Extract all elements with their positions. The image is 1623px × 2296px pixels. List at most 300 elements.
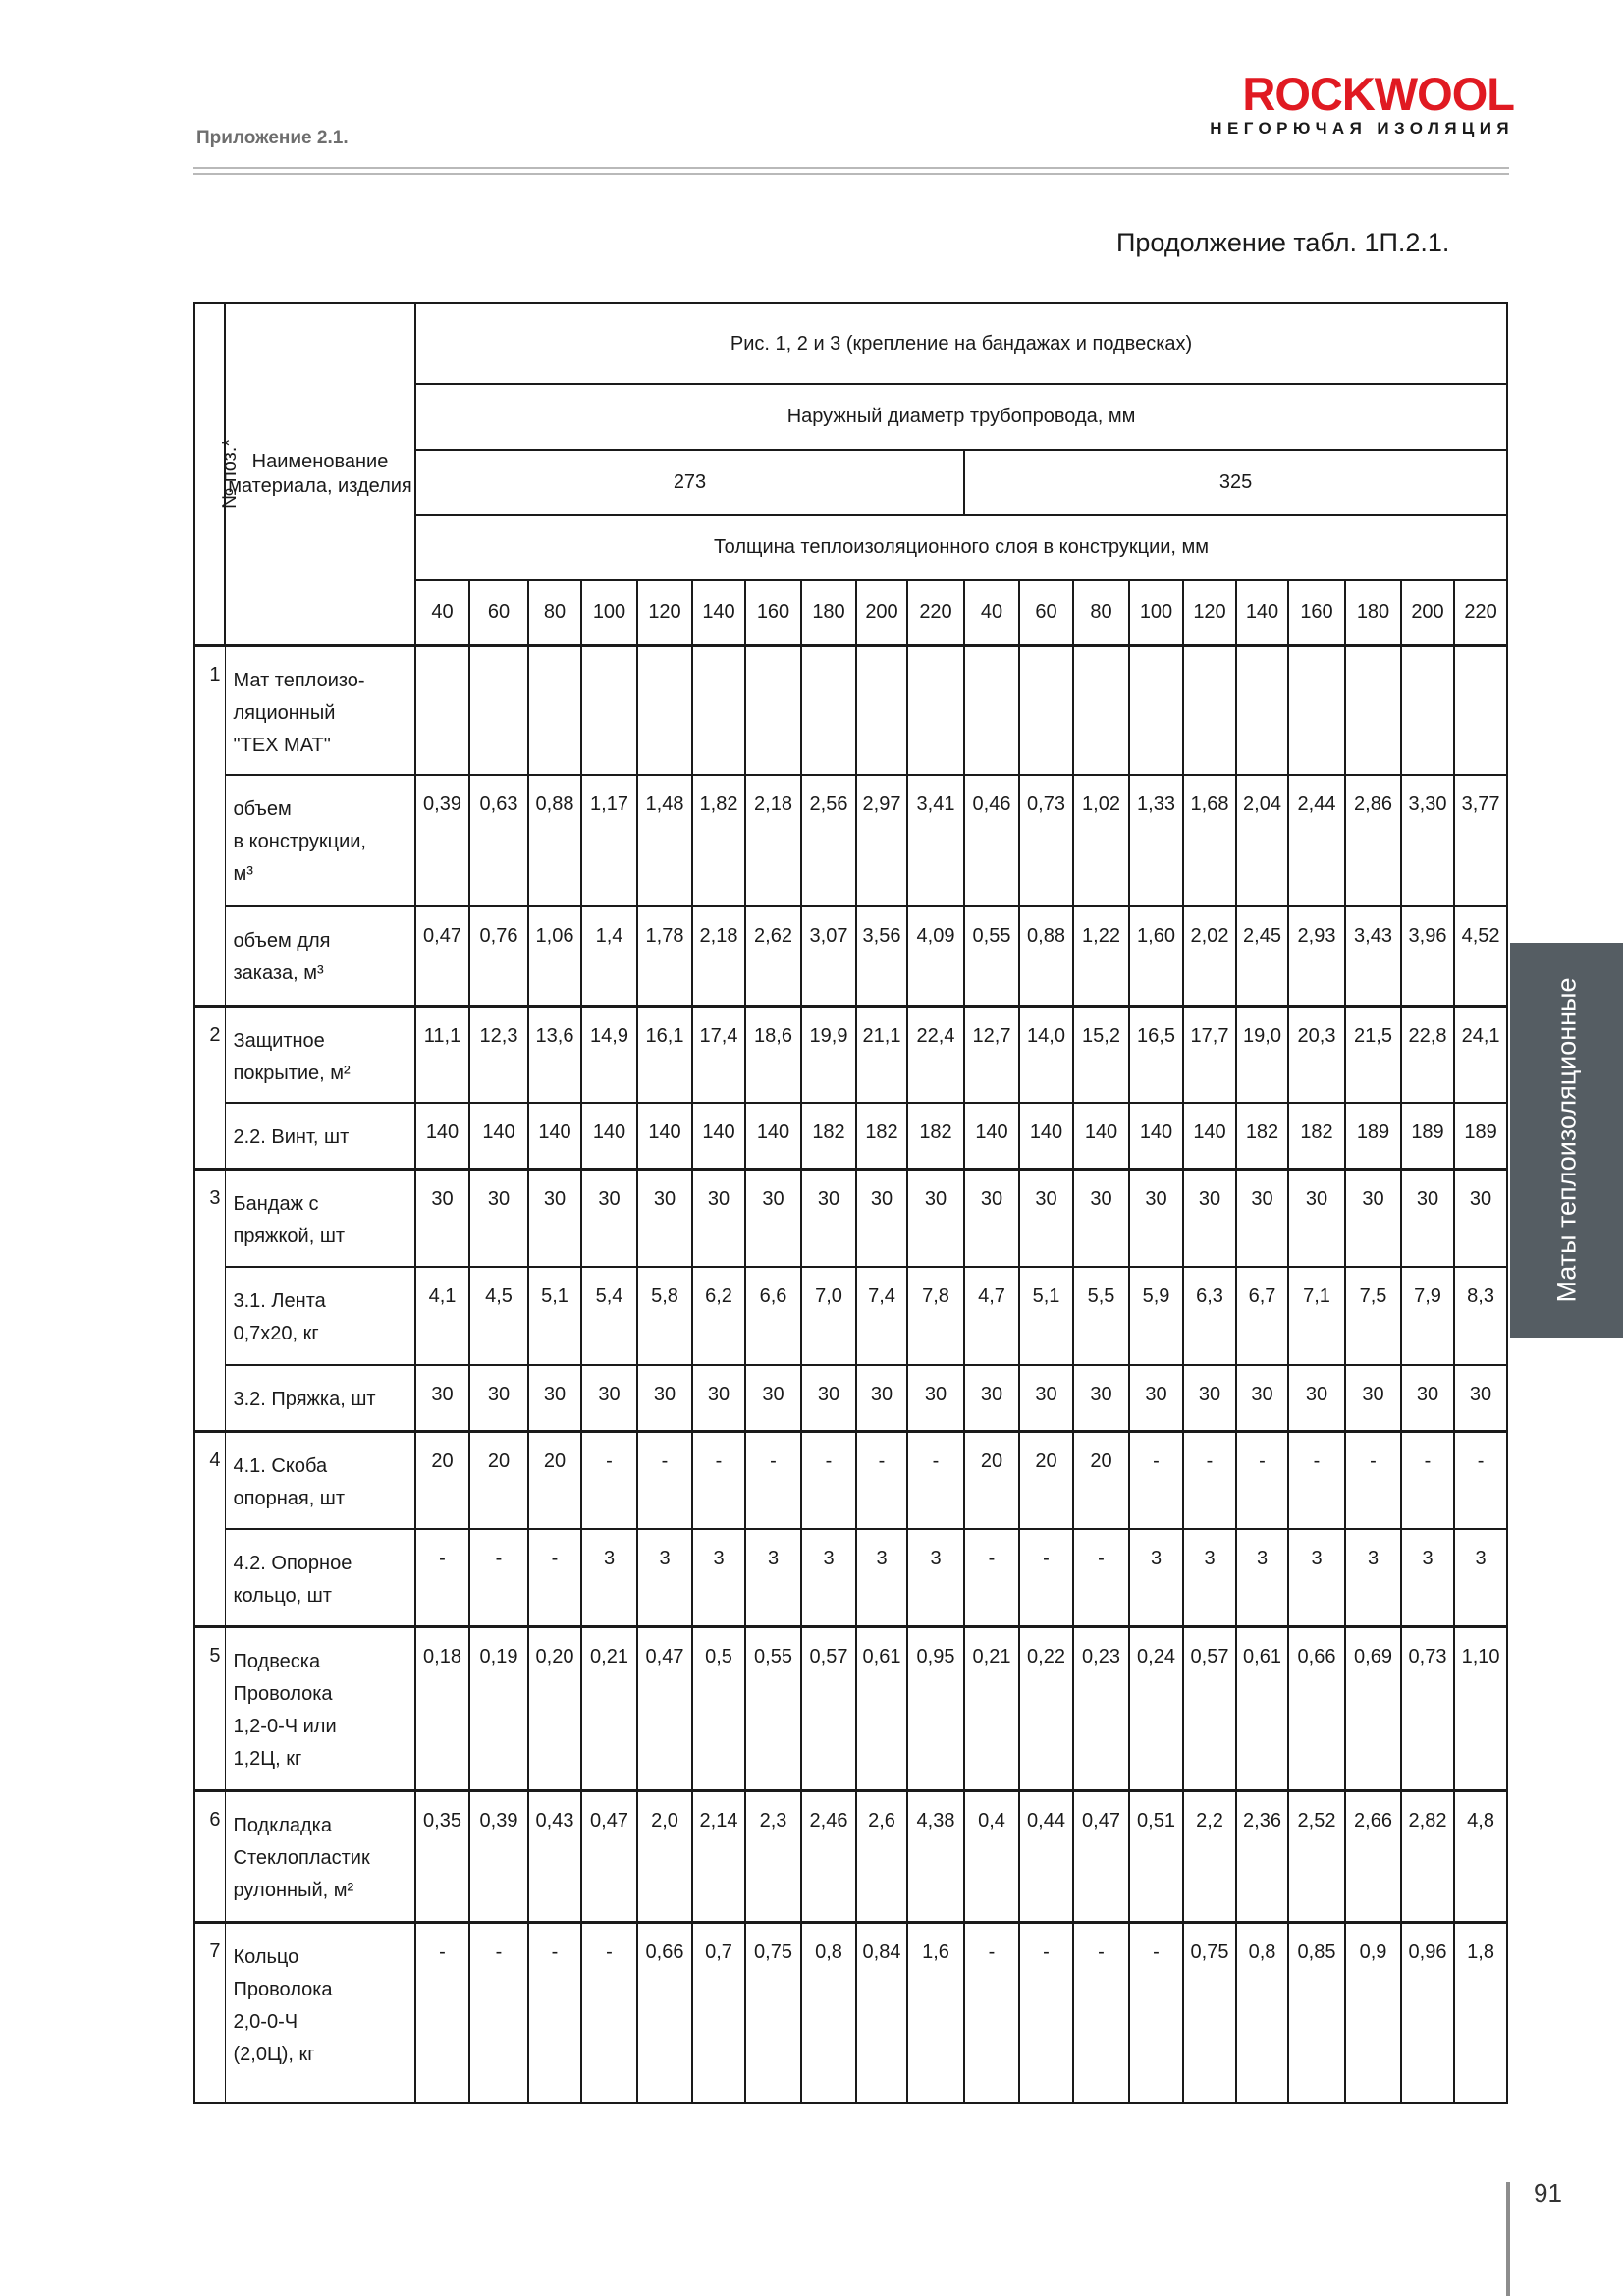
material-name-text: Защитное покрытие, м² — [233, 1029, 351, 1084]
value-cell: 0,4 — [964, 1790, 1019, 1922]
materials-table — [193, 302, 1508, 2104]
value-cell: 0,47 — [581, 1790, 637, 1922]
value-cell: 21,5 — [1345, 1006, 1401, 1103]
value-cell: 3 — [1183, 1529, 1236, 1626]
logo-brand: ROCKWOOL — [1242, 68, 1514, 120]
value-cell: - — [469, 1529, 528, 1626]
value-cell: 1,06 — [528, 906, 581, 1006]
value-cell: 20 — [1073, 1431, 1129, 1529]
value-cell: 12,3 — [469, 1006, 528, 1103]
value-cell: 0,66 — [637, 1922, 692, 2103]
material-name-text: 4.2. Опорное кольцо, шт — [233, 1553, 352, 1607]
value-cell: 30 — [1129, 1169, 1183, 1267]
value-cell: 30 — [856, 1365, 907, 1431]
position-number — [194, 906, 225, 1006]
thickness-header: Толщина теплоизоляционного слоя в конструкции, мм — [415, 515, 1507, 580]
value-cell: 0,63 — [469, 775, 528, 906]
table-continuation-title: Продолжение табл. 1П.2.1. — [1116, 228, 1450, 257]
thickness-cell: 220 — [907, 580, 964, 645]
value-cell: 11,1 — [415, 1006, 469, 1103]
value-cell: 3 — [1345, 1529, 1401, 1626]
value-cell: 0,73 — [1019, 775, 1073, 906]
value-cell: 3 — [1288, 1529, 1345, 1626]
value-cell: 2,46 — [801, 1790, 856, 1922]
value-cell: 1,22 — [1073, 906, 1129, 1006]
thickness-cell: 180 — [1345, 580, 1401, 645]
value-cell: 2,14 — [692, 1790, 745, 1922]
value-cell: - — [856, 1431, 907, 1529]
value-cell: 3,56 — [856, 906, 907, 1006]
value-cell — [415, 645, 469, 775]
value-cell: 0,76 — [469, 906, 528, 1006]
value-cell: 14,9 — [581, 1006, 637, 1103]
value-cell: - — [907, 1431, 964, 1529]
value-cell: 30 — [692, 1169, 745, 1267]
value-cell: 3 — [856, 1529, 907, 1626]
thickness-cell: 220 — [1454, 580, 1507, 645]
value-cell: - — [1129, 1922, 1183, 2103]
value-cell — [1454, 645, 1507, 775]
value-cell — [581, 645, 637, 775]
value-cell: 30 — [581, 1169, 637, 1267]
value-cell: 17,4 — [692, 1006, 745, 1103]
value-cell: 12,7 — [964, 1006, 1019, 1103]
thickness-cell: 160 — [745, 580, 801, 645]
value-cell: 0,39 — [469, 1790, 528, 1922]
value-cell: 0,88 — [528, 775, 581, 906]
value-cell: 30 — [801, 1169, 856, 1267]
diameter-273-header: 273 — [415, 450, 964, 515]
value-cell: 140 — [528, 1103, 581, 1169]
value-cell: 30 — [1401, 1169, 1454, 1267]
value-cell: 182 — [1288, 1103, 1345, 1169]
value-cell: 1,68 — [1183, 775, 1236, 906]
thickness-cell: 140 — [692, 580, 745, 645]
value-cell: 4,52 — [1454, 906, 1507, 1006]
thickness-cell: 80 — [528, 580, 581, 645]
value-cell: 0,66 — [1288, 1626, 1345, 1790]
value-cell: 20,3 — [1288, 1006, 1345, 1103]
value-cell: 182 — [1236, 1103, 1288, 1169]
value-cell: - — [964, 1922, 1019, 2103]
value-cell: 140 — [1073, 1103, 1129, 1169]
value-cell: 3,77 — [1454, 775, 1507, 906]
material-name — [225, 1169, 415, 1267]
value-cell: 0,21 — [581, 1626, 637, 1790]
material-name-text: 2.2. Винт, шт — [233, 1126, 350, 1148]
value-cell: 4,7 — [964, 1267, 1019, 1365]
value-cell: 30 — [528, 1169, 581, 1267]
material-name-text: Мат теплоизо- ляционный "ТЕХ МАТ" — [233, 669, 365, 756]
value-cell: 20 — [1019, 1431, 1073, 1529]
value-cell — [637, 645, 692, 775]
value-cell: 17,7 — [1183, 1006, 1236, 1103]
value-cell: 6,6 — [745, 1267, 801, 1365]
value-cell — [469, 645, 528, 775]
value-cell: 7,9 — [1401, 1267, 1454, 1365]
value-cell — [1019, 645, 1073, 775]
rockwool-logo — [1204, 68, 1514, 138]
value-cell: 30 — [1454, 1169, 1507, 1267]
value-cell: 0,8 — [801, 1922, 856, 2103]
value-cell: 2,52 — [1288, 1790, 1345, 1922]
thickness-cell: 60 — [1019, 580, 1073, 645]
value-cell — [1073, 645, 1129, 775]
value-cell: 8,3 — [1454, 1267, 1507, 1365]
position-number — [194, 775, 225, 906]
thickness-cell: 120 — [1183, 580, 1236, 645]
value-cell: 7,5 — [1345, 1267, 1401, 1365]
diameter-header: Наружный диаметр трубопровода, мм — [415, 384, 1507, 450]
value-cell: 0,75 — [1183, 1922, 1236, 2103]
value-cell: - — [1401, 1431, 1454, 1529]
value-cell: 0,39 — [415, 775, 469, 906]
value-cell: - — [1183, 1431, 1236, 1529]
value-cell — [1183, 645, 1236, 775]
value-cell: 16,5 — [1129, 1006, 1183, 1103]
material-name — [225, 645, 415, 775]
value-cell: 3 — [1129, 1529, 1183, 1626]
value-cell: 20 — [528, 1431, 581, 1529]
value-cell: 2,66 — [1345, 1790, 1401, 1922]
table-row — [194, 1169, 1507, 1267]
value-cell: 140 — [469, 1103, 528, 1169]
value-cell: 3 — [581, 1529, 637, 1626]
value-cell: 0,57 — [801, 1626, 856, 1790]
position-header-text: № поз.* — [219, 439, 242, 510]
value-cell: 30 — [1183, 1169, 1236, 1267]
section-side-tab — [1510, 943, 1623, 1338]
material-name — [225, 1103, 415, 1169]
material-name — [225, 1365, 415, 1431]
material-name-text: Бандаж с пряжкой, шт — [233, 1192, 346, 1247]
value-cell: 30 — [964, 1365, 1019, 1431]
value-cell: 4,8 — [1454, 1790, 1507, 1922]
header-rule-top — [193, 167, 1509, 169]
thickness-cell: 100 — [581, 580, 637, 645]
value-cell: 2,45 — [1236, 906, 1288, 1006]
value-cell: 0,19 — [469, 1626, 528, 1790]
value-cell: 1,82 — [692, 775, 745, 906]
position-number — [194, 1103, 225, 1169]
position-number — [194, 1529, 225, 1626]
thickness-cell: 200 — [1401, 580, 1454, 645]
position-number: 2 — [194, 1006, 225, 1103]
position-number: 5 — [194, 1626, 225, 1790]
value-cell — [692, 645, 745, 775]
value-cell: 20 — [964, 1431, 1019, 1529]
value-cell — [528, 645, 581, 775]
value-cell: 1,17 — [581, 775, 637, 906]
value-cell: 0,47 — [637, 1626, 692, 1790]
col-name-header — [225, 303, 415, 645]
value-cell — [1401, 645, 1454, 775]
value-cell: 0,24 — [1129, 1626, 1183, 1790]
value-cell: - — [1236, 1431, 1288, 1529]
value-cell: 1,78 — [637, 906, 692, 1006]
table-row — [194, 1790, 1507, 1922]
value-cell: 16,1 — [637, 1006, 692, 1103]
value-cell: - — [1288, 1431, 1345, 1529]
value-cell: 30 — [1345, 1365, 1401, 1431]
material-name — [225, 1626, 415, 1790]
value-cell: 0,18 — [415, 1626, 469, 1790]
value-cell: 2,82 — [1401, 1790, 1454, 1922]
value-cell: 2,18 — [745, 775, 801, 906]
value-cell: 30 — [1236, 1365, 1288, 1431]
material-name-text: объем в конструкции, м³ — [233, 798, 366, 885]
value-cell: 21,1 — [856, 1006, 907, 1103]
position-number — [194, 1365, 225, 1431]
value-cell: - — [581, 1922, 637, 2103]
value-cell: 140 — [692, 1103, 745, 1169]
value-cell: 30 — [1073, 1365, 1129, 1431]
value-cell: 0,55 — [745, 1626, 801, 1790]
value-cell: - — [469, 1922, 528, 2103]
thickness-cell: 80 — [1073, 580, 1129, 645]
value-cell: 182 — [907, 1103, 964, 1169]
value-cell: 13,6 — [528, 1006, 581, 1103]
value-cell: 5,1 — [528, 1267, 581, 1365]
value-cell: - — [1073, 1922, 1129, 2103]
value-cell — [745, 645, 801, 775]
value-cell: - — [1345, 1431, 1401, 1529]
position-number: 1 — [194, 645, 225, 775]
value-cell: 30 — [907, 1169, 964, 1267]
value-cell: 1,4 — [581, 906, 637, 1006]
logo-tagline: НЕГОРЮЧАЯ ИЗОЛЯЦИЯ — [1210, 119, 1514, 137]
table-row — [194, 1267, 1507, 1365]
side-tab-label: Маты теплоизоляционные — [1551, 977, 1581, 1303]
value-cell — [1288, 645, 1345, 775]
value-cell: 30 — [1401, 1365, 1454, 1431]
material-name-text: Подвеска Проволока 1,2-0-Ч или 1,2Ц, кг — [233, 1650, 337, 1770]
value-cell: 2,56 — [801, 775, 856, 906]
value-cell: 30 — [1288, 1365, 1345, 1431]
value-cell: 189 — [1454, 1103, 1507, 1169]
value-cell: 7,8 — [907, 1267, 964, 1365]
value-cell — [1129, 645, 1183, 775]
value-cell: 182 — [801, 1103, 856, 1169]
value-cell: 30 — [964, 1169, 1019, 1267]
value-cell: 3 — [1236, 1529, 1288, 1626]
value-cell: 2,02 — [1183, 906, 1236, 1006]
value-cell: 140 — [415, 1103, 469, 1169]
value-cell: 1,6 — [907, 1922, 964, 2103]
value-cell: 30 — [1345, 1169, 1401, 1267]
value-cell: 20 — [415, 1431, 469, 1529]
value-cell: - — [801, 1431, 856, 1529]
table-row — [194, 775, 1507, 906]
thickness-cell: 120 — [637, 580, 692, 645]
col-position-header — [194, 303, 242, 645]
header-rule-bottom — [193, 173, 1509, 175]
value-cell: 30 — [469, 1365, 528, 1431]
table-row — [194, 645, 1507, 775]
value-cell: 0,47 — [415, 906, 469, 1006]
material-name-text: Подкладка Стеклопластик рулонный, м² — [233, 1814, 370, 1901]
value-cell: 30 — [415, 1169, 469, 1267]
value-cell: 24,1 — [1454, 1006, 1507, 1103]
thickness-cell: 60 — [469, 580, 528, 645]
material-name — [225, 1267, 415, 1365]
value-cell: 0,21 — [964, 1626, 1019, 1790]
value-cell: 1,48 — [637, 775, 692, 906]
value-cell: 30 — [745, 1169, 801, 1267]
value-cell: 30 — [469, 1169, 528, 1267]
value-cell: 5,9 — [1129, 1267, 1183, 1365]
value-cell: 30 — [1454, 1365, 1507, 1431]
value-cell: 2,3 — [745, 1790, 801, 1922]
value-cell: 1,8 — [1454, 1922, 1507, 2103]
material-name — [225, 1922, 415, 2103]
value-cell: 0,88 — [1019, 906, 1073, 1006]
value-cell: 0,61 — [1236, 1626, 1288, 1790]
value-cell: 0,73 — [1401, 1626, 1454, 1790]
value-cell: 140 — [1019, 1103, 1073, 1169]
value-cell: 30 — [692, 1365, 745, 1431]
material-name-text: 3.2. Пряжка, шт — [233, 1389, 376, 1410]
value-cell: 3 — [1401, 1529, 1454, 1626]
table-row — [194, 1006, 1507, 1103]
value-cell: 4,09 — [907, 906, 964, 1006]
thickness-cell: 140 — [1236, 580, 1288, 645]
value-cell: 5,5 — [1073, 1267, 1129, 1365]
value-cell: 30 — [581, 1365, 637, 1431]
value-cell — [964, 645, 1019, 775]
value-cell: 30 — [1019, 1365, 1073, 1431]
thickness-cell: 160 — [1288, 580, 1345, 645]
value-cell: 0,22 — [1019, 1626, 1073, 1790]
value-cell: 2,62 — [745, 906, 801, 1006]
value-cell: 3,96 — [1401, 906, 1454, 1006]
value-cell: 30 — [415, 1365, 469, 1431]
page-number-bar — [1506, 2182, 1510, 2296]
value-cell: 182 — [856, 1103, 907, 1169]
material-name — [225, 1431, 415, 1529]
value-cell: 140 — [964, 1103, 1019, 1169]
material-name-text: объем для заказа, м³ — [233, 930, 331, 984]
value-cell: 0,51 — [1129, 1790, 1183, 1922]
value-cell: 140 — [1183, 1103, 1236, 1169]
value-cell: - — [415, 1529, 469, 1626]
value-cell: 3 — [801, 1529, 856, 1626]
value-cell: - — [745, 1431, 801, 1529]
diameter-325-header: 325 — [964, 450, 1507, 515]
value-cell — [801, 645, 856, 775]
value-cell: 2,86 — [1345, 775, 1401, 906]
position-number: 3 — [194, 1169, 225, 1267]
value-cell: 0,55 — [964, 906, 1019, 1006]
value-cell: 7,1 — [1288, 1267, 1345, 1365]
value-cell: 30 — [1288, 1169, 1345, 1267]
value-cell: 3,07 — [801, 906, 856, 1006]
material-name-text: Кольцо Проволока 2,0-0-Ч (2,0Ц), кг — [233, 1945, 333, 2065]
position-number: 6 — [194, 1790, 225, 1922]
value-cell: 2,18 — [692, 906, 745, 1006]
value-cell: 0,57 — [1183, 1626, 1236, 1790]
value-cell: 0,20 — [528, 1626, 581, 1790]
value-cell: 4,5 — [469, 1267, 528, 1365]
value-cell: - — [637, 1431, 692, 1529]
material-name — [225, 1790, 415, 1922]
value-cell: - — [528, 1529, 581, 1626]
value-cell: 0,46 — [964, 775, 1019, 906]
value-cell: 2,36 — [1236, 1790, 1288, 1922]
value-cell: - — [692, 1431, 745, 1529]
value-cell: 7,4 — [856, 1267, 907, 1365]
value-cell: 30 — [801, 1365, 856, 1431]
value-cell: 0,23 — [1073, 1626, 1129, 1790]
value-cell: 0,84 — [856, 1922, 907, 2103]
value-cell: 2,44 — [1288, 775, 1345, 906]
value-cell: 30 — [1019, 1169, 1073, 1267]
value-cell: 0,5 — [692, 1626, 745, 1790]
value-cell: 2,04 — [1236, 775, 1288, 906]
value-cell: 3 — [745, 1529, 801, 1626]
value-cell: 0,9 — [1345, 1922, 1401, 2103]
value-cell: 5,8 — [637, 1267, 692, 1365]
value-cell: 1,60 — [1129, 906, 1183, 1006]
value-cell: 6,3 — [1183, 1267, 1236, 1365]
value-cell: 3 — [1454, 1529, 1507, 1626]
value-cell: 3,41 — [907, 775, 964, 906]
value-cell: 14,0 — [1019, 1006, 1073, 1103]
value-cell: - — [1073, 1529, 1129, 1626]
value-cell: 0,43 — [528, 1790, 581, 1922]
thickness-cell: 40 — [964, 580, 1019, 645]
value-cell: - — [1019, 1529, 1073, 1626]
value-cell: - — [1019, 1922, 1073, 2103]
value-cell: 0,75 — [745, 1922, 801, 2103]
value-cell: - — [1454, 1431, 1507, 1529]
value-cell: 20 — [469, 1431, 528, 1529]
value-cell: 30 — [1073, 1169, 1129, 1267]
value-cell — [856, 645, 907, 775]
value-cell — [907, 645, 964, 775]
table-row — [194, 1626, 1507, 1790]
appendix-label: Приложение 2.1. — [196, 128, 349, 148]
value-cell: 30 — [856, 1169, 907, 1267]
material-name — [225, 906, 415, 1006]
value-cell: 30 — [1236, 1169, 1288, 1267]
value-cell: 30 — [745, 1365, 801, 1431]
value-cell: 0,8 — [1236, 1922, 1288, 2103]
material-name-text: 4.1. Скоба опорная, шт — [233, 1454, 346, 1509]
value-cell: 7,0 — [801, 1267, 856, 1365]
value-cell: 5,4 — [581, 1267, 637, 1365]
value-cell: 30 — [1129, 1365, 1183, 1431]
value-cell: 2,0 — [637, 1790, 692, 1922]
table-row — [194, 1431, 1507, 1529]
value-cell: 0,44 — [1019, 1790, 1073, 1922]
name-header-text: Наименование материала, изделия — [228, 450, 412, 497]
value-cell: 4,38 — [907, 1790, 964, 1922]
value-cell: 189 — [1401, 1103, 1454, 1169]
value-cell: 0,69 — [1345, 1626, 1401, 1790]
table-row — [194, 906, 1507, 1006]
value-cell: - — [964, 1529, 1019, 1626]
value-cell: 30 — [637, 1169, 692, 1267]
material-name — [225, 775, 415, 906]
value-cell: 0,35 — [415, 1790, 469, 1922]
value-cell: 0,96 — [1401, 1922, 1454, 2103]
value-cell — [1345, 645, 1401, 775]
value-cell: - — [415, 1922, 469, 2103]
value-cell: 30 — [528, 1365, 581, 1431]
value-cell: 5,1 — [1019, 1267, 1073, 1365]
value-cell: 22,8 — [1401, 1006, 1454, 1103]
